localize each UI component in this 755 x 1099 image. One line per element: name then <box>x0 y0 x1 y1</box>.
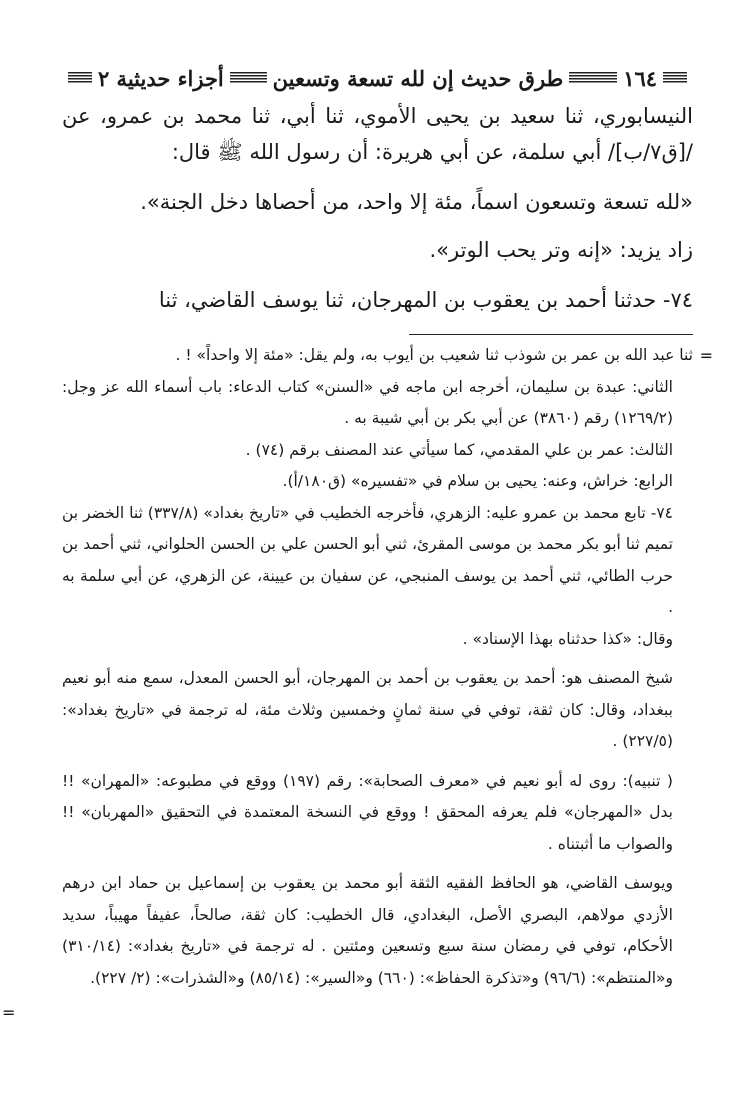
main-text <box>62 98 693 318</box>
header-ornament-right <box>663 72 687 84</box>
continuation-mark: = <box>699 346 713 365</box>
footnote-paragraph-note: ( تنبيه): روى له أبو نعيم في «معرف الصحابة»: رقم (١٩٧) ووقع في مطبوعه: «المهران» !! بدل «المهرجان» فلم يعرفه المحقق ! ووقع في النسخة المعتمدة في التحقيق «المهربان» !! والصواب ما أثبتناه . <box>62 771 673 853</box>
footnote-text: ثنا عبد الله بن عمر بن شوذب ثنا شعيب بن أيوب به، ولم يقل: «مئة إلا واحداً» ! . <box>175 346 693 364</box>
header-ornament-middle-2 <box>230 72 267 84</box>
book-title: طرق حديث إن لله تسعة وتسعين <box>272 65 564 91</box>
footnote-paragraph: الثاني: عبدة بن سليمان، أخرجه ابن ماجه في «السنن» كتاب الدعاء: باب أسماء الله عز وجل: (١٢٦٩/٢) رقم (٣٨٦٠) عن أبي بكر بن أبي شيبة به . <box>62 377 673 427</box>
main-paragraph-hadith: «لله تسعة وتسعون اسماً، مئة إلا واحد، من أحصاها دخل الجنة». <box>140 190 693 214</box>
footnotes <box>62 340 713 994</box>
main-paragraph-hadith-74: ٧٤- حدثنا أحمد بن يعقوب بن المهرجان، ثنا يوسف القاضي، ثنا <box>158 288 693 312</box>
page-number: ١٦٤ <box>623 65 658 91</box>
series-title: أجزاء حديثية ٢ <box>97 65 224 91</box>
footnote-paragraph: الرابع: خراش، وعنه: يحيى بن سلام في «تفسيره» (ق١٨٠/أ). <box>282 472 673 490</box>
header-ornament-middle <box>569 72 617 84</box>
footnote-paragraph: وقال: «كذا حدثناه بهذا الإسناد» . <box>462 629 673 648</box>
footnote-paragraph: الثالث: عمر بن علي المقدمي، كما سيأتي عند المصنف برقم (٧٤) . <box>245 440 673 459</box>
main-paragraph-isnad: النيسابوري، ثنا سعيد بن يحيى الأموي، ثنا أبي، ثنا محمد بن عمرو، عن /[ق٧/ب]/ أبي سلمة، عن أبي هريرة: أن رسول الله ﷺ قال: <box>62 104 693 164</box>
running-header <box>62 58 693 98</box>
header-ornament-left <box>68 72 92 84</box>
end-continuation-mark: = <box>2 1003 16 1022</box>
main-paragraph-addition: زاد يزيد: «إنه وتر يحب الوتر». <box>429 238 693 262</box>
footnote-paragraph-74: ٧٤- تابع محمد بن عمرو عليه: الزهري، فأخرجه الخطيب في «تاريخ بغداد» (٣٣٧/٨) ثنا الخضر بن تميم ثنا أبو بكر محمد بن موسى المقرئ، ثني أبو الحسن علي بن الحسن الحلواني، ثني أحمد بن حرب الطائي، ثني أحمد بن يوسف المنبجي، عن سفيان بن عيينة، عن الزهري، عن أبي سلمة به . <box>62 503 673 616</box>
footnote-separator <box>409 334 693 335</box>
footnote-paragraph-yusuf: ويوسف القاضي، هو الحافظ الفقيه الثقة أبو محمد بن يعقوب بن إسماعيل بن حماد ابن درهم الأزدي مولاهم، البصري الأصل، البغدادي، قال الخطيب: كان ثقة، صالحاً، عفيفاً مهيباً، سديد الأحكام، توفي في رمضان سنة سبع وتسعين ومئتين . له ترجمة في «تاريخ بغداد»: (٣١٠/١٤) و«المنتظم»: (٩٦/٦) و«تذكرة الحفاظ»: (٦٦٠) و«السير»: (٨٥/١٤) و«الشذرات»: (٢/ ٢٢٧). <box>62 874 673 987</box>
footnote-paragraph-shaykh: شيخ المصنف هو: أحمد بن يعقوب بن أحمد بن المهرجان، أبو الحسن المعدل، سمع منه أبو نعيم ببغداد، وقال: كان ثقة، توفي في سنة ثمانٍ وخمسين وثلاث مئة، له ترجمة في «تاريخ بغداد»: (٢٢٧/٥) . <box>62 669 673 750</box>
footnote-line <box>62 340 713 372</box>
